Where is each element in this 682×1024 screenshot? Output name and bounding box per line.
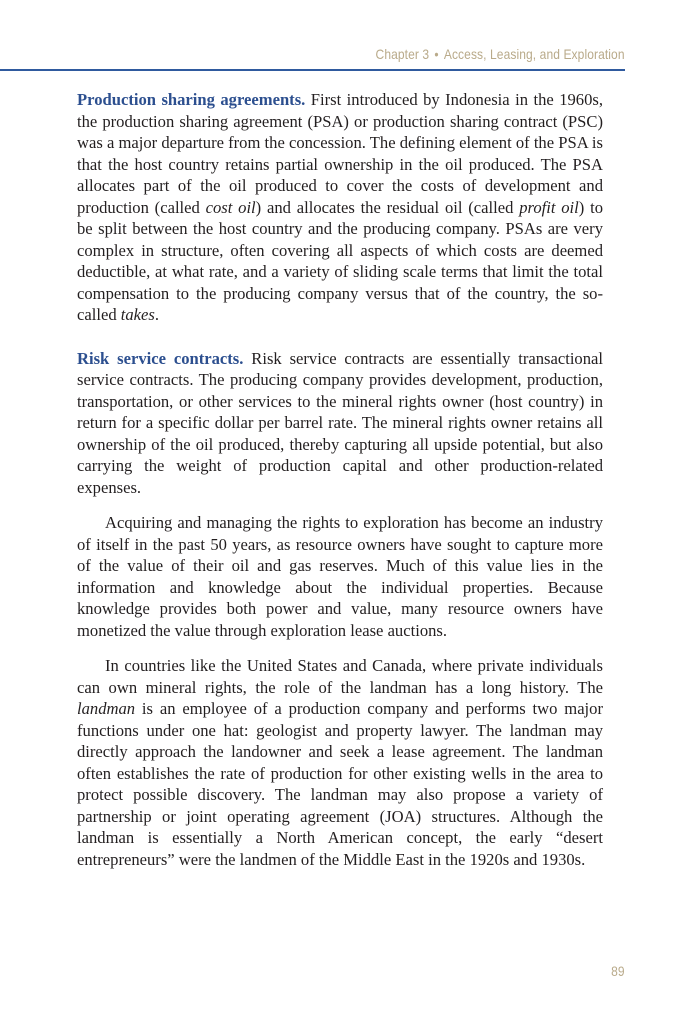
paragraph-production-sharing-agreements: [77, 89, 603, 326]
italic-term: landman: [77, 699, 136, 718]
header-rule: [0, 69, 625, 71]
paragraph-acquiring-rights: [77, 512, 603, 641]
paragraph-landman: [77, 655, 603, 870]
paragraph-risk-service-contracts: [77, 348, 603, 499]
run-in-heading: Risk service contracts.: [77, 348, 244, 368]
text-run: First introduced by Indonesia in the 1960s, the production sharing agreement (PSA) or production sharing contract (PSC) was a major departure from the concession. The defining element of the PSA is that the host country retains partial ownership in the oil produced. The PSA allocates part of the oil produced to cover the costs of development and production (called: [77, 90, 604, 217]
text-run: In countries like the United States and Canada, where private individuals can own mineral rights, the role of the landman has a long history. The: [77, 656, 603, 697]
header-separator: •: [434, 46, 440, 62]
page-number: 89: [611, 963, 625, 979]
text-run: Risk service contracts are essentially transactional service contracts. The producing company provides development, production, transportation, or other services to the mineral rights owner (host country) in return for a specific dollar per barrel rate. The mineral rights owner retains all ownership of the oil produced, thereby capturing all upside potential, but also carrying the weight of production capital and other production-related expenses.: [77, 348, 604, 497]
text-run: Acquiring and managing the rights to exploration has become an industry of itself in the past 50 years, as resource owners have sought to capture more of the value of their oil and gas reserves. Much of this value lies in the information and knowledge about the individual properties. Because knowledge provides both power and value, many resource owners have monetized the value through exploration lease auctions.: [77, 513, 603, 640]
run-in-heading: Production sharing agreements.: [77, 90, 306, 109]
chapter-label: Chapter 3: [375, 46, 430, 62]
text-run: ) to be split between the host country and the producing company. PSAs are very complex in structure, often covering all aspects of which costs are deemed deductible, at what rate, and a variety of sliding scale terms that limit the total compensation to the producing company versus that of the country, the so-called: [77, 197, 603, 324]
italic-term: profit oil: [519, 197, 579, 217]
text-run: ) and allocates the residual oil (called: [255, 197, 520, 217]
text-run: .: [154, 305, 160, 324]
italic-term: cost oil: [205, 197, 256, 217]
italic-term: takes: [120, 305, 155, 324]
chapter-title: Access, Leasing, and Exploration: [444, 46, 625, 62]
body-text: [77, 89, 603, 870]
text-run: is an employee of a production company and performs two major functions under one hat: geologist and property lawyer. The landman may directly approach the landowner and seek a lease agreement. The landman often establishes the rate of production for other existing wells in the area to protect possible discovery. The landman may also propose a variety of partnership or joint operating agreement (JOA) structures. Although the landman is essentially a North American concept, the early “desert entrepreneurs” were the landmen of the Middle East in the 1920s and 1930s.: [77, 699, 603, 869]
running-head: [376, 46, 625, 62]
